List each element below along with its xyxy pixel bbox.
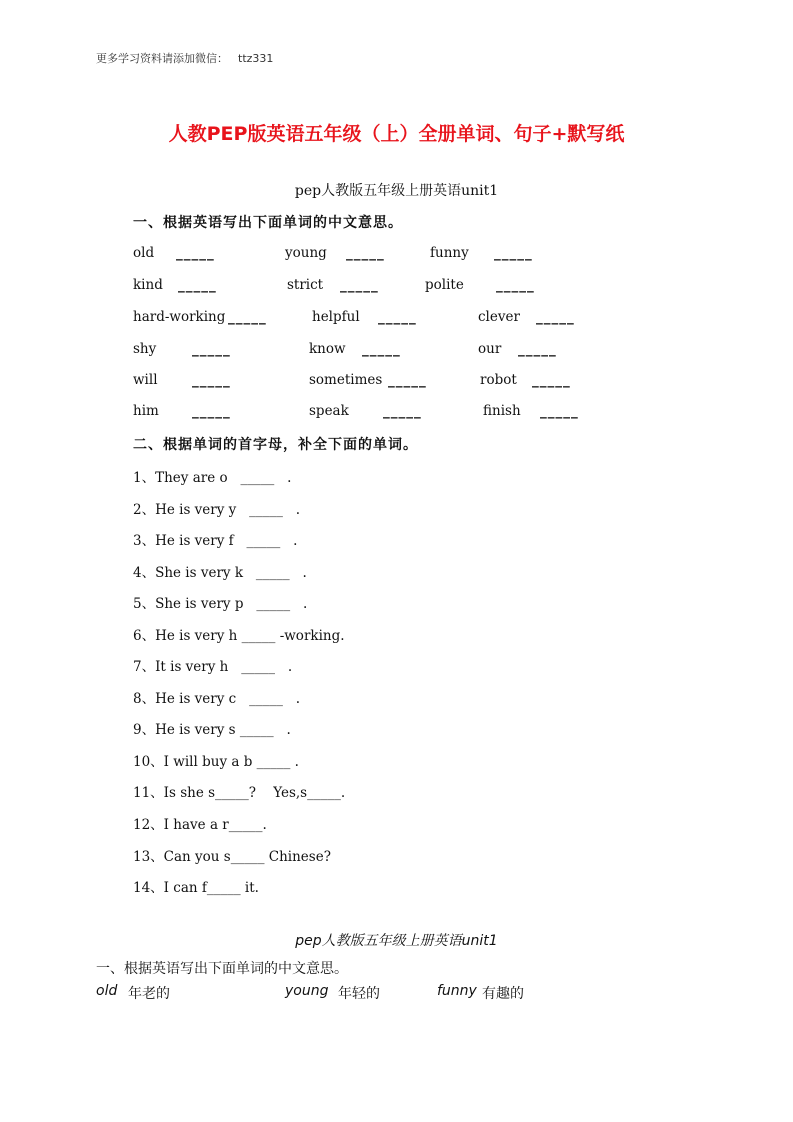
- vocab-blank[interactable]: _____: [536, 309, 575, 325]
- vocab-blank[interactable]: _____: [378, 309, 417, 325]
- vocab-blank[interactable]: _____: [494, 245, 533, 261]
- header-note-text: 更多学习资料请添加微信：: [96, 52, 228, 65]
- vocab-word: him: [133, 403, 159, 419]
- vocab-word: sometimes: [309, 372, 383, 388]
- vocab-blank[interactable]: _____: [383, 403, 422, 419]
- sentence-item[interactable]: 5、She is very p _____ .: [133, 596, 308, 612]
- vocab-word: finish: [483, 403, 521, 419]
- sentence-item[interactable]: 2、He is very y _____ .: [133, 502, 301, 518]
- wechat-id: ttz331: [238, 52, 274, 65]
- sentence-item[interactable]: 12、I have a r_____.: [133, 817, 267, 833]
- page-title: 人教PEP版英语五年级（上）全册单词、句子+默写纸: [168, 123, 625, 145]
- vocab-blank[interactable]: _____: [388, 372, 427, 388]
- sentence-item[interactable]: 8、He is very c _____ .: [133, 691, 301, 707]
- sentence-item[interactable]: 11、Is she s_____? Yes,s_____.: [133, 785, 346, 801]
- sentence-item[interactable]: 13、Can you s_____ Chinese?: [133, 849, 331, 865]
- vocab-blank[interactable]: _____: [346, 245, 385, 261]
- header-note: [96, 50, 273, 66]
- sentence-item[interactable]: 14、I can f_____ it.: [133, 880, 259, 896]
- vocab-blank[interactable]: _____: [496, 277, 535, 293]
- section1-heading: 一、根据英语写出下面单词的中文意思。: [133, 215, 403, 231]
- answer-word: old: [96, 983, 118, 999]
- vocab-word: shy: [133, 341, 157, 357]
- sentence-item[interactable]: 10、I will buy a b _____ .: [133, 754, 299, 770]
- vocab-word: speak: [309, 403, 349, 419]
- vocab-blank[interactable]: _____: [532, 372, 571, 388]
- vocab-word: funny: [430, 245, 469, 261]
- unit-title: pep人教版五年级上册英语unit1: [294, 183, 499, 199]
- answer-word: young: [285, 983, 329, 999]
- vocab-blank[interactable]: _____: [540, 403, 579, 419]
- answer-meaning: 有趣的: [482, 986, 524, 1002]
- vocab-word: hard-working: [133, 309, 226, 325]
- vocab-word: clever: [478, 309, 520, 325]
- answer-meaning: 年轻的: [338, 986, 380, 1002]
- vocab-blank[interactable]: _____: [362, 341, 401, 357]
- vocab-word: polite: [425, 277, 464, 293]
- vocab-word: young: [285, 245, 327, 261]
- answer-unit-title: pep人教版五年级上册英语unit1: [295, 933, 498, 949]
- sentence-item[interactable]: 6、He is very h _____ -working.: [133, 628, 345, 644]
- vocab-word: our: [478, 341, 502, 357]
- answer-section-heading: 一、根据英语写出下面单词的中文意思。: [96, 961, 348, 977]
- sentence-item[interactable]: 7、It is very h _____ .: [133, 659, 293, 675]
- answer-word: funny: [437, 983, 477, 999]
- vocab-blank[interactable]: _____: [340, 277, 379, 293]
- sentence-item[interactable]: 9、He is very s _____ .: [133, 722, 291, 738]
- vocab-word: old: [133, 245, 155, 261]
- vocab-word: kind: [133, 277, 163, 293]
- vocab-blank[interactable]: _____: [178, 277, 217, 293]
- vocab-blank[interactable]: _____: [228, 309, 267, 325]
- answer-meaning: 年老的: [128, 986, 170, 1002]
- sentence-item[interactable]: 1、They are o _____ .: [133, 470, 292, 486]
- vocab-blank[interactable]: _____: [176, 245, 215, 261]
- vocab-blank[interactable]: _____: [518, 341, 557, 357]
- vocab-word: will: [133, 372, 158, 388]
- sentence-item[interactable]: 4、She is very k _____ .: [133, 565, 307, 581]
- vocab-word: know: [309, 341, 346, 357]
- vocab-blank[interactable]: _____: [192, 341, 231, 357]
- vocab-word: strict: [287, 277, 324, 293]
- sentence-item[interactable]: 3、He is very f _____ .: [133, 533, 298, 549]
- vocab-blank[interactable]: _____: [192, 372, 231, 388]
- vocab-word: robot: [480, 372, 517, 388]
- vocab-blank[interactable]: _____: [192, 403, 231, 419]
- vocab-word: helpful: [312, 309, 360, 325]
- section2-heading: 二、根据单词的首字母，补全下面的单词。: [133, 437, 418, 453]
